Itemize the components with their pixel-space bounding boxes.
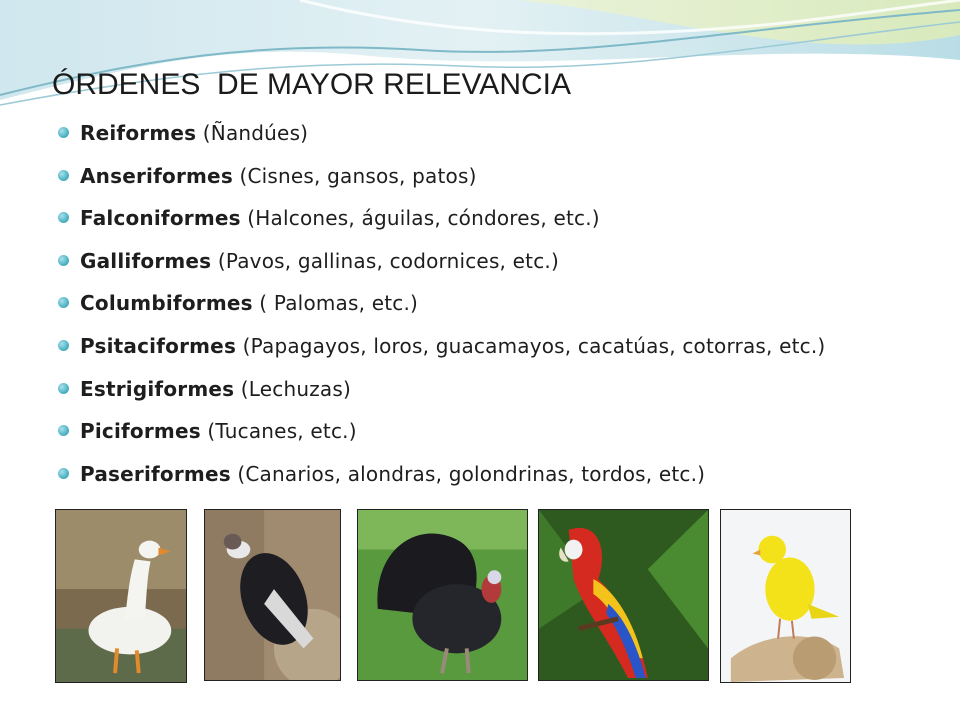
goose-photo	[55, 509, 187, 683]
condor-photo	[204, 509, 341, 681]
bullet-icon	[58, 468, 69, 479]
order-item	[58, 325, 825, 368]
order-item	[58, 282, 825, 325]
order-examples: (Pavos, gallinas, codornices, etc.)	[211, 248, 559, 273]
bullet-icon	[58, 127, 69, 138]
bullet-icon	[58, 297, 69, 308]
order-examples: (Papagayos, loros, guacamayos, cacatúas, cotorras, etc.)	[236, 333, 826, 358]
order-name: Galliformes	[80, 248, 212, 273]
order-name: Reiformes	[80, 121, 197, 145]
order-item	[58, 155, 825, 198]
order-examples: (Ñandúes)	[196, 121, 309, 145]
order-name: Paseriformes	[80, 461, 231, 486]
order-name: Psitaciformes	[80, 333, 237, 358]
canary-photo	[720, 509, 851, 683]
bullet-icon	[58, 170, 69, 181]
order-examples: (Canarios, alondras, golondrinas, tordos, etc.)	[230, 461, 706, 486]
bullet-icon	[58, 340, 69, 351]
order-name: Anseriformes	[80, 163, 233, 188]
order-name: Falconiformes	[80, 206, 241, 231]
order-examples: (Tucanes, etc.)	[200, 419, 357, 444]
order-item	[58, 410, 825, 453]
order-item	[58, 112, 825, 155]
bullet-icon	[58, 212, 69, 223]
order-examples: (Cisnes, gansos, patos)	[232, 163, 477, 188]
bullet-icon	[58, 425, 69, 436]
order-item	[58, 453, 825, 496]
order-item	[58, 368, 825, 411]
order-name: Piciformes	[80, 419, 201, 444]
order-item	[58, 240, 825, 283]
header-wave-banner	[0, 0, 960, 120]
bullet-icon	[58, 383, 69, 394]
macaw-photo	[538, 509, 709, 681]
order-name: Columbiformes	[80, 291, 253, 316]
order-item	[58, 197, 825, 240]
order-examples: (Halcones, águilas, cóndores, etc.)	[240, 206, 600, 231]
turkey-photo	[357, 509, 528, 681]
order-name: Estrigiformes	[80, 376, 235, 401]
order-examples: ( Palomas, etc.)	[252, 291, 419, 316]
bullet-icon	[58, 255, 69, 266]
orders-list	[58, 112, 825, 495]
order-examples: (Lechuzas)	[234, 376, 352, 401]
slide-title: ÓRDENES DE MAYOR RELEVANCIA	[52, 68, 571, 101]
bird-photo-strip	[0, 509, 960, 684]
